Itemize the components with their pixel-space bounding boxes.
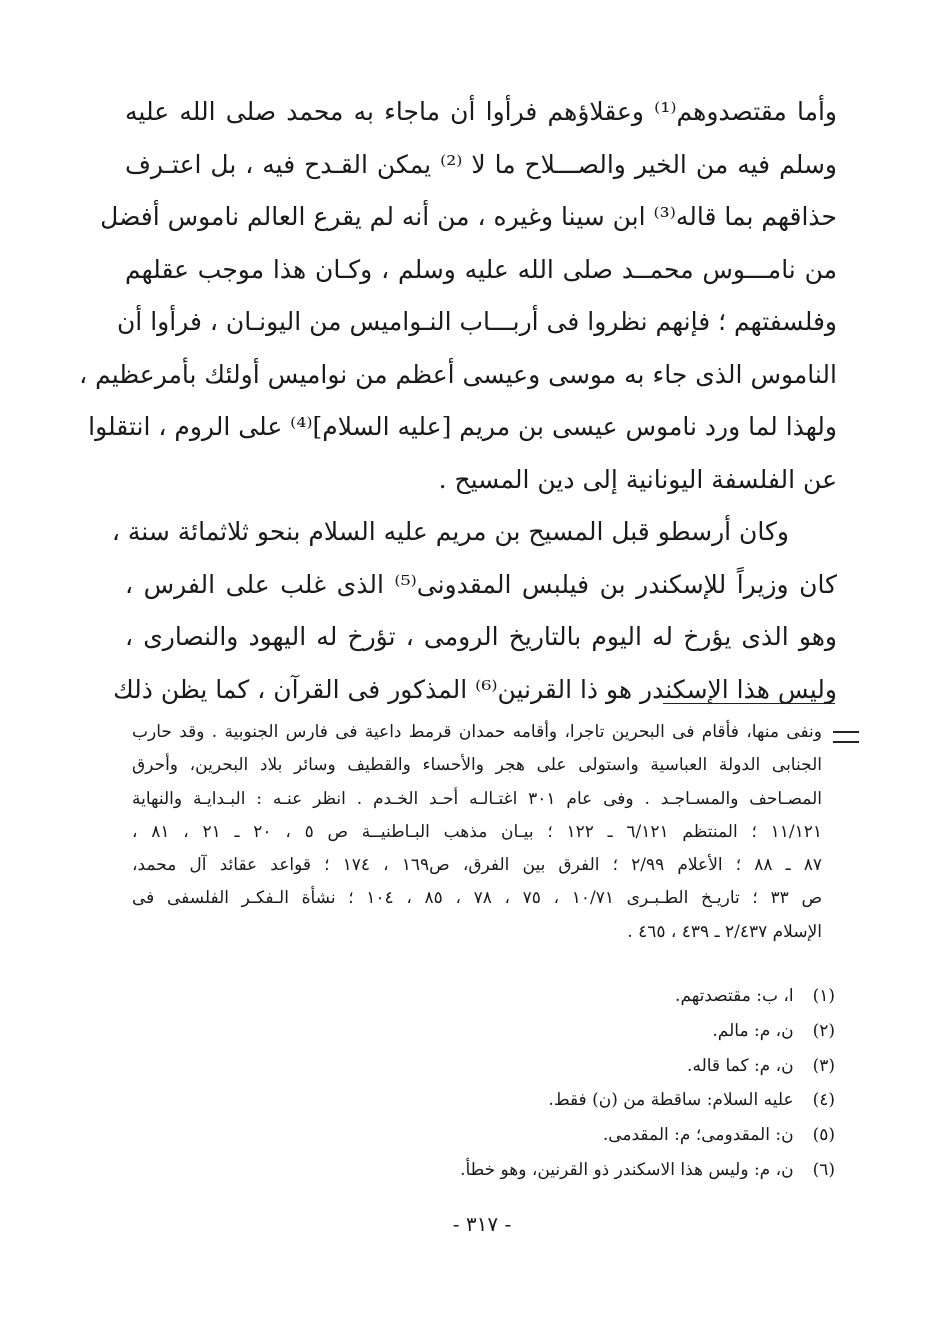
main-text-line: حذاقهم بما قاله⁽³⁾ ابن سينا وغيره ، من أنه لم يقرع العالم ناموس أفضل bbox=[100, 202, 837, 231]
footnote-continuation-line: المصـاحف والمسـاجـد . وفى عام ٣٠١ اغتـالـه أحـد الخـدم . انظر عنـه : البـدايـة والنهاية bbox=[132, 788, 822, 809]
footnote-item bbox=[300, 1153, 835, 1188]
footnote-text: ن، م: كما قاله. bbox=[687, 1055, 794, 1076]
main-text-line: وسلم فيه من الخير والصـــلاح ما لا ⁽²⁾ يمكن القـدح فيه ، بل اعتـرف bbox=[125, 149, 838, 179]
footnote-number: (٤) bbox=[812, 1090, 835, 1111]
footnote-number: (٥) bbox=[812, 1125, 835, 1146]
main-text-line: ولهذا لما ورد ناموس عيسى بن مريم [عليه السلام]⁽⁴⁾ على الروم ، انتقلوا bbox=[88, 412, 837, 441]
footnote-text: عليه السلام: ساقطة من (ن) فقط. bbox=[548, 1090, 794, 1111]
footnote-number: (٣) bbox=[812, 1055, 835, 1076]
footnote-text: ن: المقدومى؛ م: المقدمى. bbox=[602, 1125, 794, 1146]
main-text-line: وأما مقتصدوهم⁽¹⁾ وعقلاؤهم فرأوا أن ماجاء به محمد صلى الله عليه bbox=[125, 97, 837, 126]
footnote-continuation-line: ١١/١٢١ ؛ المنتظم ٦/١٢١ ـ ١٢٢ ؛ بيـان مذهب البـاطنيــة ص ٥ ، ٢٠ ـ ٢١ ، ٨١ ، bbox=[132, 821, 822, 842]
footnote-text: ن، م: وليس هذا الاسكندر ذو القرنين، وهو خطأ. bbox=[460, 1159, 794, 1180]
main-text-line: كان وزيراً للإسكندر بن فيلبس المقدونى⁽⁵⁾ الذى غلب على الفرس ، bbox=[125, 569, 837, 599]
footnotes-list bbox=[300, 979, 835, 1188]
footnote-continuation-line: ٨٧ ـ ٨٨ ؛ الأعلام ٢/٩٩ ؛ الفرق بين الفرق، ص١٦٩ ، ١٧٤ ؛ قواعد عقائد آل محمد، bbox=[132, 855, 822, 876]
main-text-line: وفلسفتهم ؛ فإنهم نظروا فى أربـــاب النـواميس من اليونـان ، فرأوا أن bbox=[116, 307, 837, 336]
footnote-continuation-line: الجنابى الدولة العباسية واستولى على هجر والأحساء والقطيف وسائر بلاد البحرين، وأحرق bbox=[132, 755, 822, 776]
footnote-item bbox=[300, 1049, 835, 1084]
footnote-number: (٢) bbox=[812, 1020, 835, 1041]
main-text-line: من نامـــوس محمــد صلى الله عليه وسلم ، وكـان هذا موجب عقلهم bbox=[125, 254, 837, 284]
footnote-item bbox=[300, 1118, 835, 1153]
main-text-line: وليس هذا الإسكندر هو ذا القرنين⁽⁶⁾ المذكور فى القرآن ، كما يظن ذلك bbox=[113, 674, 837, 704]
footnote-continuation bbox=[132, 716, 822, 949]
footnote-continuation-line: ونفى منها، فأقام فى البحرين تاجرا، وأقامه حمدان قرمط داعية فى فارس الجنوبية . وقد حارب bbox=[132, 722, 822, 742]
footnote-text: ن، م: مالم. bbox=[712, 1020, 794, 1041]
footnote-text: ا، ب: مقتصدتهم. bbox=[675, 986, 794, 1006]
footnote-continuation-line: ص ٣٣ ؛ تاريـخ الطـبـرى ١٠/٧١ ، ٧٥ ، ٧٨ ، ٨٥ ، ١٠٤ ؛ نشأة الـفكـر الفلسفى فى bbox=[132, 888, 822, 909]
main-text-line: عن الفلسفة اليونانية إلى دين المسيح . bbox=[438, 464, 837, 494]
footnote-separator bbox=[663, 703, 835, 704]
footnote-number: (٦) bbox=[812, 1159, 835, 1180]
main-text-line: الناموس الذى جاء به موسى وعيسى أعظم من نواميس أولئك بأمرعظيم ، bbox=[79, 359, 837, 389]
main-text-block bbox=[79, 86, 838, 716]
main-text-line: وهو الذى يؤرخ له اليوم بالتاريخ الرومى ، تؤرخ له اليهود والنصارى ، bbox=[125, 622, 837, 651]
footnote-continuation-mark bbox=[833, 731, 859, 743]
footnote-number: (١) bbox=[812, 986, 835, 1006]
footnote-item bbox=[300, 1083, 835, 1118]
page-number: - ٣١٧ - bbox=[452, 1212, 512, 1236]
footnote-item bbox=[300, 979, 835, 1014]
footnote-item bbox=[300, 1014, 835, 1049]
footnote-continuation-line: الإسلام ٢/٤٣٧ ـ ٤٣٩ ، ٤٦٥ . bbox=[627, 921, 822, 942]
main-text-line: وكان أرسطو قبل المسيح بن مريم عليه السلام بنحو ثلاثمائة سنة ، bbox=[111, 517, 789, 546]
